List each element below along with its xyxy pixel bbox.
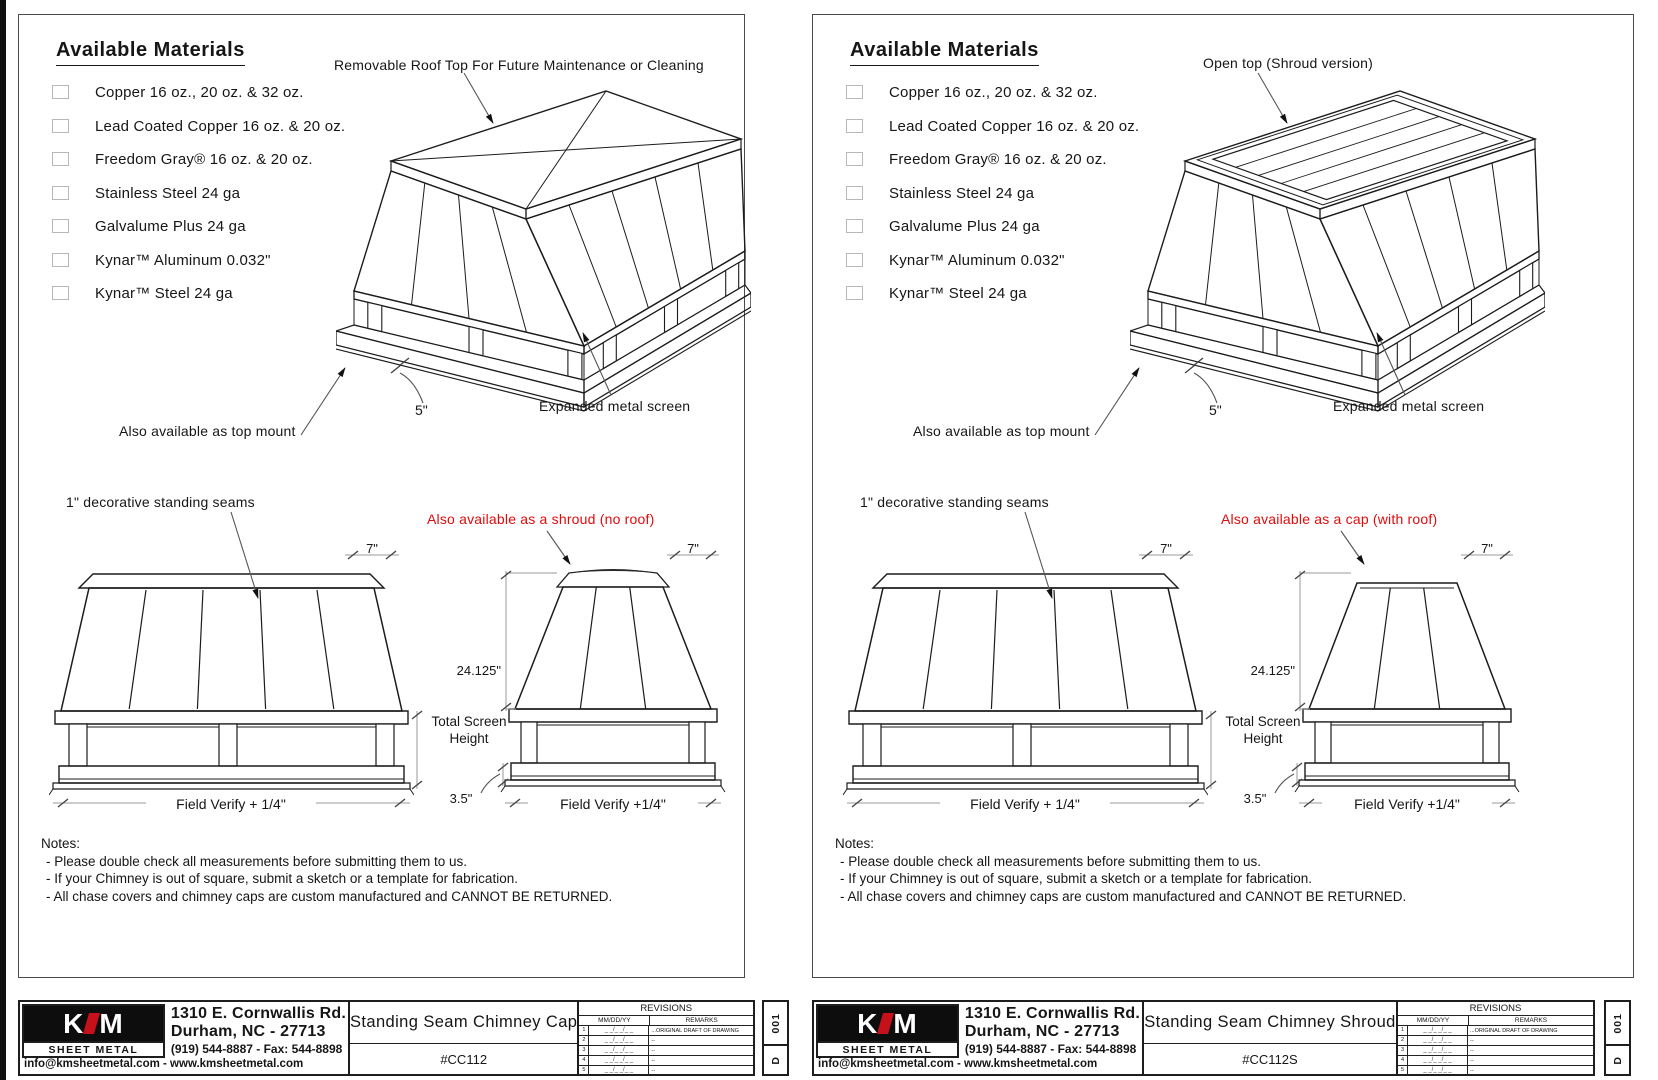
- material-label: Lead Coated Copper 16 oz. & 20 oz.: [889, 117, 1140, 135]
- iso-cap-drawing: [336, 81, 751, 416]
- revisions-remarks-col: REMARKS: [685, 1017, 718, 1024]
- company-cell: [20, 1002, 350, 1074]
- material-row: [52, 215, 246, 237]
- base-assembly: [1130, 251, 1545, 411]
- material-row: [846, 115, 1139, 137]
- revision-row: 1 _ _/_ _/_ _ ...ORIGINAL DRAFT OF DRAWING: [1398, 1026, 1593, 1036]
- material-label: Kynar™ Aluminum 0.032": [95, 251, 271, 269]
- field-verify-front: Field Verify + 1/4": [146, 796, 316, 812]
- material-checkbox[interactable]: [52, 186, 69, 200]
- dim-5-label: 5": [415, 402, 428, 418]
- material-checkbox[interactable]: [52, 152, 69, 166]
- company-address: [165, 1004, 346, 1058]
- annotation-standing-seams: 1" decorative standing seams: [860, 494, 1049, 510]
- annotation-standing-seams: 1" decorative standing seams: [66, 494, 255, 510]
- phone-line: (919) 544-8887 - Fax: 544-8898: [964, 1042, 1137, 1056]
- material-label: Kynar™ Aluminum 0.032": [889, 251, 1065, 269]
- material-label: Stainless Steel 24 ga: [889, 184, 1035, 202]
- field-verify-front: Field Verify + 1/4": [940, 796, 1110, 812]
- company-logo: [816, 1004, 959, 1058]
- dim-7-side: 7": [1481, 541, 1493, 556]
- material-row: [846, 215, 1040, 237]
- material-label: Kynar™ Steel 24 ga: [95, 284, 233, 302]
- revisions-table: [1398, 1002, 1593, 1074]
- material-row: [52, 249, 271, 271]
- annotation-open-top: Open top (Shroud version): [1203, 55, 1373, 71]
- phone-line: (919) 544-8887 - Fax: 544-8898: [170, 1042, 343, 1056]
- sheet-number: 001: [769, 1012, 782, 1034]
- mesh-screen: [537, 725, 689, 763]
- dim-3-5-label: 3.5": [449, 791, 473, 806]
- sheet-size: D: [1611, 1055, 1624, 1065]
- company-cell: [814, 1002, 1144, 1074]
- logo-letter-k: K: [63, 1007, 85, 1039]
- annotation-alt-version: Also available as a shroud (no roof): [427, 511, 655, 527]
- logo-letter-k: K: [857, 1007, 879, 1039]
- material-row: [52, 81, 304, 103]
- material-checkbox[interactable]: [846, 253, 863, 267]
- material-checkbox[interactable]: [846, 286, 863, 300]
- address-line-2: Durham, NC - 27713: [170, 1023, 326, 1040]
- material-row: [52, 182, 240, 204]
- material-checkbox[interactable]: [52, 119, 69, 133]
- revision-row: 5 _ _/_ _/_ _ --: [1398, 1066, 1593, 1075]
- removable-roof-top: [391, 91, 741, 219]
- notes-line: - Please double check all measurements before submitting them to us.: [840, 853, 1261, 869]
- mesh-screen: [881, 727, 1013, 766]
- material-checkbox[interactable]: [846, 119, 863, 133]
- logo-subtitle: SHEET METAL: [24, 1041, 163, 1056]
- part-number: #CC112S: [1242, 1051, 1298, 1067]
- material-checkbox[interactable]: [52, 253, 69, 267]
- materials-title: Available Materials: [850, 39, 1039, 66]
- dim-7-front: 7": [1160, 541, 1172, 556]
- company-address: [959, 1004, 1140, 1058]
- drawing-title: Standing Seam Chimney Cap: [350, 1002, 577, 1044]
- logo-red-accent: [83, 1013, 100, 1034]
- sheet-number: 001: [1611, 1012, 1624, 1034]
- front-elevation-drawing: [49, 561, 414, 801]
- material-label: Lead Coated Copper 16 oz. & 20 oz.: [95, 117, 346, 135]
- base-posts: [1315, 722, 1499, 763]
- material-row: [846, 148, 1107, 170]
- notes: [41, 835, 612, 905]
- notes: [835, 835, 1406, 905]
- total-screen-height-label: Total Screen Height: [1225, 714, 1301, 746]
- revisions-header: REVISIONS: [1398, 1002, 1593, 1016]
- logo-subtitle: SHEET METAL: [818, 1041, 957, 1056]
- dim-7-side: 7": [687, 541, 699, 556]
- material-label: Copper 16 oz., 20 oz. & 32 oz.: [889, 83, 1098, 101]
- title-block-shroud: [812, 1000, 1595, 1076]
- material-row: [846, 81, 1098, 103]
- sheet-number-box: [762, 1000, 789, 1076]
- cap-top-edge: [569, 569, 657, 573]
- material-label: Galvalume Plus 24 ga: [889, 217, 1040, 235]
- revisions-date-col: MM/DD/YY: [579, 1016, 650, 1025]
- annotation-roof-top: Removable Roof Top For Future Maintenance or Cleaning: [334, 57, 704, 73]
- notes-title: Notes:: [41, 836, 81, 851]
- dim-5-label: 5": [1209, 402, 1222, 418]
- material-checkbox[interactable]: [52, 286, 69, 300]
- sheet-size: D: [769, 1055, 782, 1065]
- dim-3-5-label: 3.5": [1243, 791, 1267, 806]
- revisions-table: [579, 1002, 753, 1074]
- title-block-cap: [18, 1000, 755, 1076]
- annotation-top-mount: Also available as top mount: [913, 423, 1090, 439]
- dim-height-label: 24.125": [1250, 663, 1295, 678]
- mesh-screen: [87, 727, 219, 766]
- open-top-frame: [1185, 91, 1535, 219]
- material-row: [52, 115, 345, 137]
- base-posts: [863, 724, 1188, 766]
- revisions-date-col: MM/DD/YY: [1398, 1016, 1469, 1025]
- revisions-remarks-col: REMARKS: [1514, 1017, 1548, 1024]
- material-checkbox[interactable]: [52, 85, 69, 99]
- sheet-number-box: [1604, 1000, 1631, 1076]
- notes-title: Notes:: [835, 836, 875, 851]
- base-posts: [521, 722, 705, 763]
- annotation-top-mount: Also available as top mount: [119, 423, 296, 439]
- material-label: Stainless Steel 24 ga: [95, 184, 241, 202]
- revision-row: 5 _ _/_ _/_ _ --: [579, 1066, 753, 1075]
- notes-line: - Please double check all measurements before submitting them to us.: [46, 853, 467, 869]
- material-row: [52, 148, 313, 170]
- base-assembly: [336, 251, 751, 411]
- part-number: #CC112: [440, 1051, 488, 1067]
- material-label: Freedom Gray® 16 oz. & 20 oz.: [889, 150, 1107, 168]
- notes-line: - All chase covers and chimney caps are custom manufactured and CANNOT BE RETURNED.: [46, 888, 613, 904]
- company-logo: [22, 1004, 165, 1058]
- annotation-metal-screen: Expanded metal screen: [1333, 398, 1485, 414]
- revision-row: 1 _ _/_ _/_ _ ...ORIGINAL DRAFT OF DRAWING: [579, 1026, 753, 1036]
- base-posts: [69, 724, 394, 766]
- revision-row: 2 _ _/_ _/_ _ --: [579, 1036, 753, 1046]
- sheet-frame-cap: [18, 14, 745, 978]
- material-label: Galvalume Plus 24 ga: [95, 217, 246, 235]
- front-elevation-drawing: [843, 561, 1208, 801]
- revision-row: 3 _ _/_ _/_ _ --: [1398, 1046, 1593, 1056]
- material-checkbox[interactable]: [846, 85, 863, 99]
- total-screen-height-label: Total Screen Height: [431, 714, 507, 746]
- address-line-1: 1310 E. Cornwallis Rd.: [964, 1005, 1140, 1022]
- material-label: Freedom Gray® 16 oz. & 20 oz.: [95, 150, 313, 168]
- annotation-alt-version: Also available as a cap (with roof): [1221, 511, 1438, 527]
- revision-row: 4 _ _/_ _/_ _ --: [579, 1056, 753, 1066]
- logo-letter-m: M: [99, 1007, 124, 1039]
- revisions-header: REVISIONS: [579, 1002, 753, 1016]
- dim-height-label: 24.125": [456, 663, 501, 678]
- company-contact: info@kmsheetmetal.com - www.kmsheetmetal.com: [818, 1058, 1098, 1070]
- page-edge-strip: [0, 0, 6, 1080]
- materials-title: Available Materials: [56, 39, 245, 66]
- sheet-frame-shroud: [812, 14, 1634, 978]
- material-label: Copper 16 oz., 20 oz. & 32 oz.: [95, 83, 304, 101]
- notes-line: - All chase covers and chimney caps are custom manufactured and CANNOT BE RETURNED.: [840, 888, 1407, 904]
- material-row: [52, 282, 233, 304]
- material-label: Kynar™ Steel 24 ga: [889, 284, 1027, 302]
- material-row: [846, 282, 1027, 304]
- material-checkbox[interactable]: [846, 152, 863, 166]
- field-verify-side: Field Verify +1/4": [1322, 796, 1492, 812]
- material-checkbox[interactable]: [846, 219, 863, 233]
- logo-red-accent: [877, 1013, 894, 1034]
- address-line-2: Durham, NC - 27713: [964, 1023, 1120, 1040]
- drawing-title: Standing Seam Chimney Shroud: [1144, 1002, 1396, 1044]
- notes-line: - If your Chimney is out of square, submit a sketch or a template for fabrication.: [46, 871, 518, 886]
- mesh-screen: [1031, 727, 1170, 766]
- company-contact: info@kmsheetmetal.com - www.kmsheetmetal.com: [24, 1058, 304, 1070]
- revision-row: 2 _ _/_ _/_ _ --: [1398, 1036, 1593, 1046]
- side-elevation-drawing: [1287, 557, 1527, 801]
- field-verify-side: Field Verify +1/4": [528, 796, 698, 812]
- mesh-screen: [1331, 725, 1483, 763]
- material-row: [846, 182, 1034, 204]
- iso-shroud-drawing: [1130, 81, 1545, 416]
- mesh-screen: [237, 727, 376, 766]
- side-elevation-drawing: [493, 557, 733, 801]
- revision-row: 4 _ _/_ _/_ _ --: [1398, 1056, 1593, 1066]
- revision-row: 3 _ _/_ _/_ _ --: [579, 1046, 753, 1056]
- dim-7-front: 7": [366, 541, 378, 556]
- address-line-1: 1310 E. Cornwallis Rd.: [170, 1005, 346, 1022]
- logo-letter-m: M: [893, 1007, 918, 1039]
- annotation-metal-screen: Expanded metal screen: [539, 398, 691, 414]
- material-row: [846, 249, 1065, 271]
- material-checkbox[interactable]: [52, 219, 69, 233]
- notes-line: - If your Chimney is out of square, submit a sketch or a template for fabrication.: [840, 871, 1312, 886]
- material-checkbox[interactable]: [846, 186, 863, 200]
